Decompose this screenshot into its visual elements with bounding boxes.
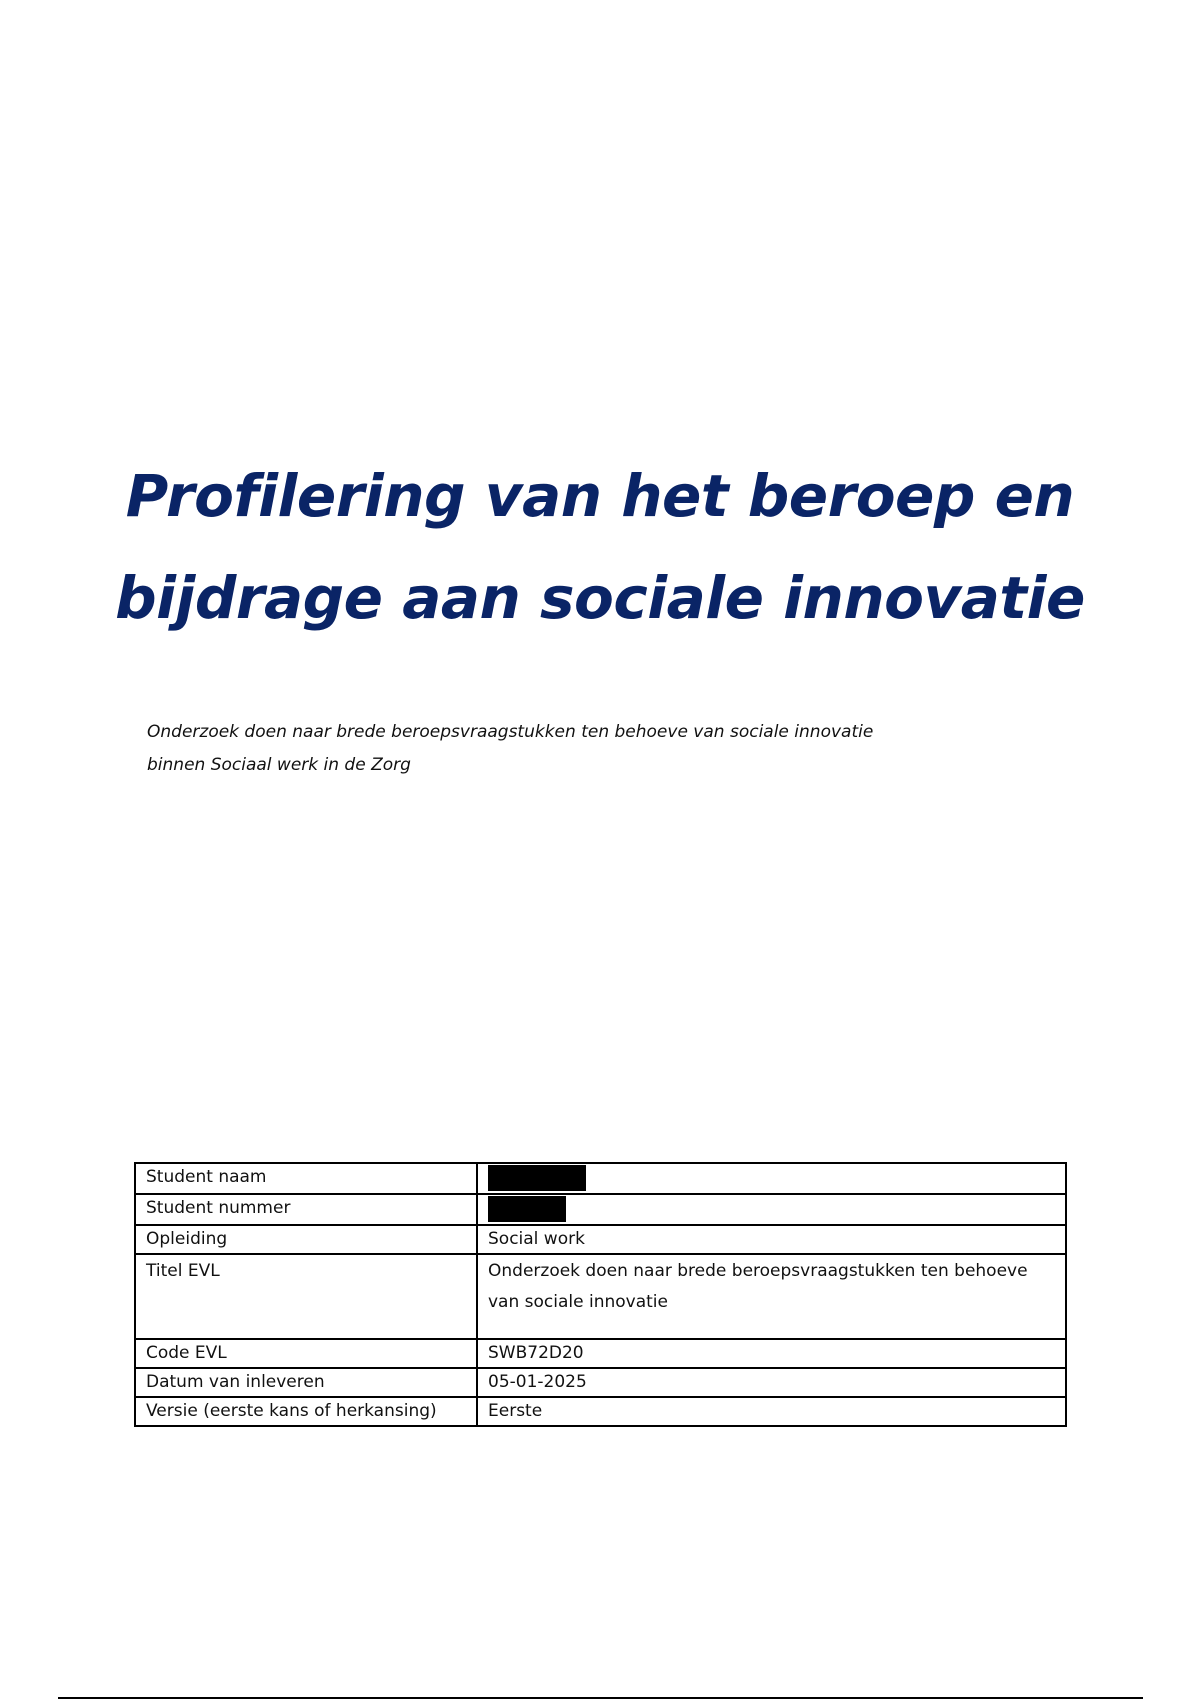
row-label-code-evl: Code EVL [135,1339,477,1368]
row-label-datum: Datum van inleveren [135,1368,477,1397]
table-row [135,1339,1066,1368]
row-label-student-naam: Student naam [135,1163,477,1194]
table-row [135,1254,1066,1339]
row-value-student-nummer [477,1194,1066,1225]
subtitle-line-1: Onderzoek doen naar brede beroepsvraagstukken ten behoeve van sociale innovatie [147,722,874,742]
row-label-student-nummer: Student nummer [135,1194,477,1225]
row-label-opleiding: Opleiding [135,1225,477,1254]
table-row [135,1368,1066,1397]
page-title-line-1: Profilering van het beroep en [125,462,1075,530]
page-title [60,445,1140,649]
row-value-code-evl: SWB72D20 [477,1339,1066,1368]
row-value-student-naam [477,1163,1066,1194]
student-info-table [134,1162,1067,1427]
row-value-titel-evl: Onderzoek doen naar brede beroepsvraagstukken ten behoeve van sociale innovatie [477,1254,1066,1339]
row-value-versie: Eerste [477,1397,1066,1426]
row-label-versie: Versie (eerste kans of herkansing) [135,1397,477,1426]
page-subtitle [147,716,1007,782]
table-row [135,1194,1066,1225]
footer-divider [58,1697,1143,1699]
row-value-opleiding: Social work [477,1225,1066,1254]
table-row [135,1163,1066,1194]
row-value-datum: 05-01-2025 [477,1368,1066,1397]
redaction-block [488,1196,566,1222]
table-row [135,1225,1066,1254]
subtitle-line-2: binnen Sociaal werk in de Zorg [147,755,411,775]
page-title-line-2: bijdrage aan sociale innovatie [115,564,1085,632]
row-label-titel-evl: Titel EVL [135,1254,477,1339]
redaction-block [488,1165,586,1191]
table-row [135,1397,1066,1426]
